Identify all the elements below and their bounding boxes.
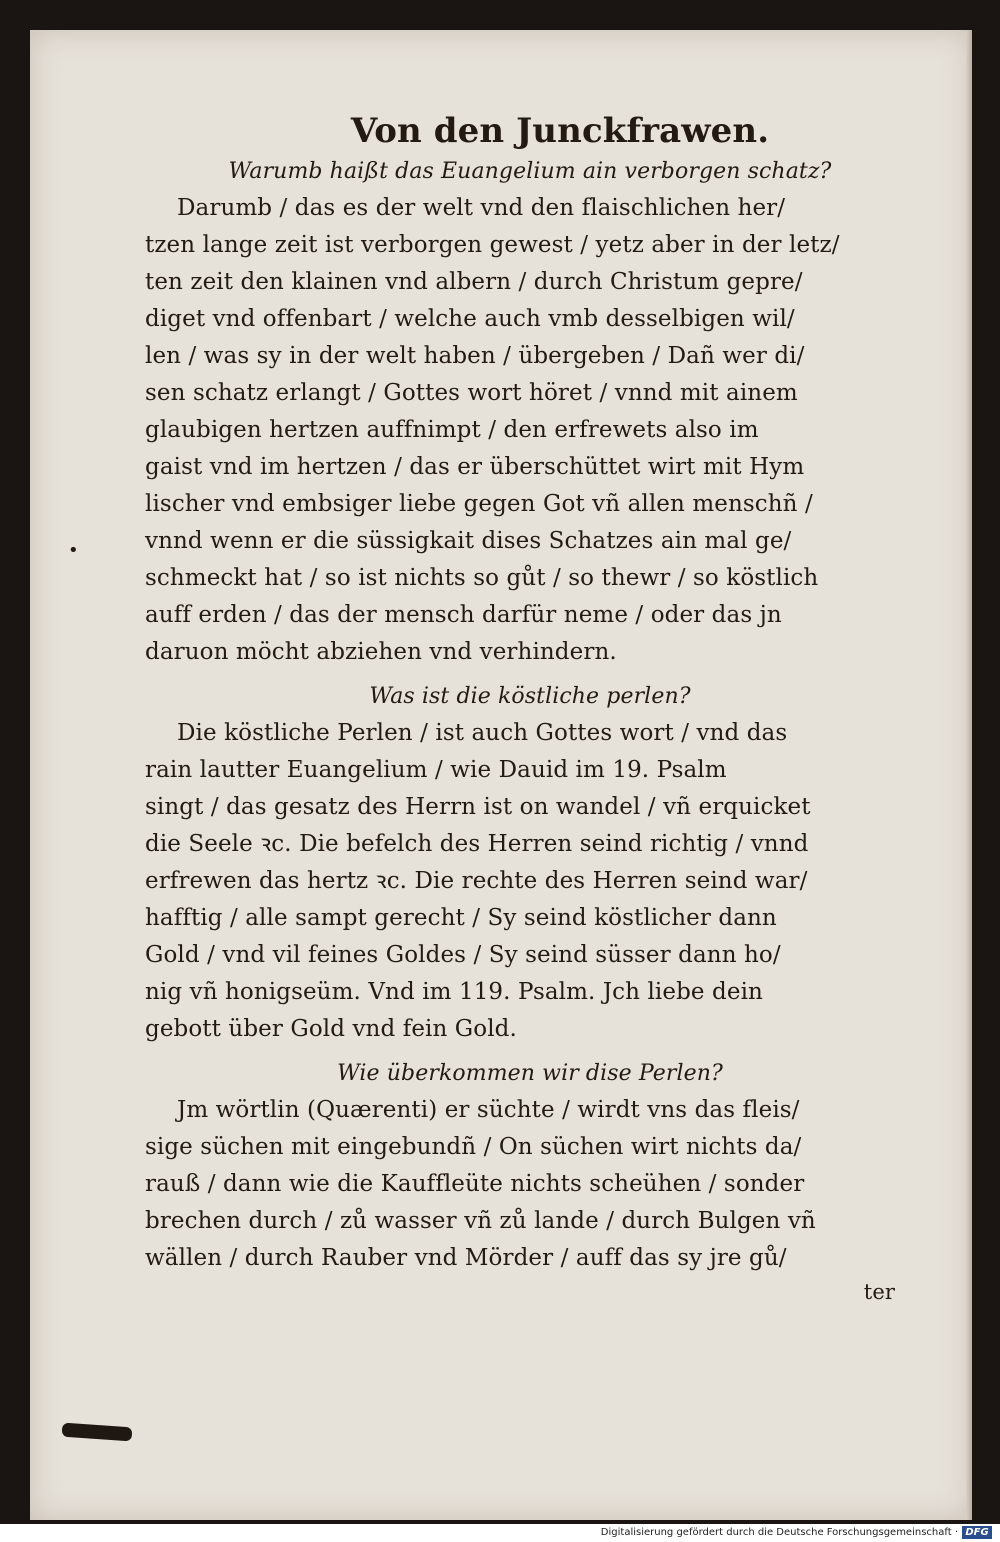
text-line: auff erden / das der mensch darfür neme / oder das jn bbox=[145, 602, 782, 628]
text-line: lischer vnd embsiger liebe gegen Got vñ allen menschñ / bbox=[145, 491, 813, 517]
text-line: glaubigen hertzen auffnimpt / den erfrewets also im bbox=[145, 417, 759, 443]
text-line: wällen / durch Rauber vnd Mörder / auff das sy jre gů/ bbox=[145, 1245, 787, 1271]
text-line: rauß / dann wie die Kauffleüte nichts scheühen / sonder bbox=[145, 1171, 805, 1197]
text-line: tzen lange zeit ist verborgen gewest / yetz aber in der letz/ bbox=[145, 232, 840, 258]
text-line: ten zeit den klainen vnd albern / durch Christum gepre/ bbox=[145, 269, 803, 295]
section-gap bbox=[145, 1048, 915, 1056]
text-line: schmeckt hat / so ist nichts so gůt / so thewr / so köstlich bbox=[145, 565, 819, 591]
page-heading: Von den Junckfrawen. bbox=[350, 111, 770, 151]
text-line: diget vnd offenbart / welche auch vmb desselbigen wil/ bbox=[145, 306, 795, 332]
text-line: sige süchen mit eingebundñ / On süchen wirt nichts da/ bbox=[145, 1134, 802, 1160]
text-block bbox=[145, 108, 915, 1307]
text-line: hafftig / alle sampt gerecht / Sy seind köstlicher dann bbox=[145, 905, 777, 931]
catchword: ter bbox=[863, 1280, 895, 1304]
section-gap bbox=[145, 671, 915, 679]
text-line: nig vñ honigseüm. Vnd im 119. Psalm. Jch liebe dein bbox=[145, 979, 763, 1005]
text-line: die Seele ꝛc. Die befelch des Herren seind richtig / vnnd bbox=[145, 831, 809, 857]
sections-container bbox=[145, 154, 915, 1277]
footer-bar bbox=[0, 1524, 1000, 1542]
text-line: gaist vnd im hertzen / das er überschüttet wirt mit Hym bbox=[145, 454, 805, 480]
text-line: Die köstliche Perlen / ist auch Gottes wort / vnd das bbox=[177, 720, 788, 746]
ink-mark: • bbox=[68, 540, 79, 561]
dfg-logo: DFG bbox=[962, 1526, 992, 1539]
text-line: len / was sy in der welt haben / übergeben / Dañ wer di/ bbox=[145, 343, 805, 369]
text-line: gebott über Gold vnd fein Gold. bbox=[145, 1016, 517, 1042]
text-line: Jm wörtlin (Quærenti) er süchte / wirdt vns das fleis/ bbox=[177, 1097, 800, 1123]
text-line: singt / das gesatz des Herrn ist on wandel / vñ erquicket bbox=[145, 794, 811, 820]
section-question: Wie überkommen wir dise Perlen? bbox=[337, 1061, 723, 1086]
text-line: rain lautter Euangelium / wie Dauid im 19. Psalm bbox=[145, 757, 727, 783]
text-line: brechen durch / zů wasser vñ zů lande / durch Bulgen vñ bbox=[145, 1208, 816, 1234]
footer-credit: Digitalisierung gefördert durch die Deutsche Forschungsgemeinschaft · bbox=[600, 1527, 958, 1538]
text-line: vnnd wenn er die süssigkait dises Schatzes ain mal ge/ bbox=[145, 528, 792, 554]
text-line: sen schatz erlangt / Gottes wort höret / vnnd mit ainem bbox=[145, 380, 798, 406]
text-line: Gold / vnd vil feines Goldes / Sy seind süsser dann ho/ bbox=[145, 942, 781, 968]
section-question: Was ist die köstliche perlen? bbox=[369, 684, 691, 709]
page-edge bbox=[966, 30, 972, 1520]
text-line: Darumb / das es der welt vnd den flaischlichen her/ bbox=[177, 195, 786, 221]
text-line: daruon möcht abziehen vnd verhindern. bbox=[145, 639, 617, 665]
text-line: erfrewen das hertz ꝛc. Die rechte des Herren seind war/ bbox=[145, 868, 808, 894]
section-question: Warumb haißt das Euangelium ain verborgen schatz? bbox=[228, 159, 832, 184]
